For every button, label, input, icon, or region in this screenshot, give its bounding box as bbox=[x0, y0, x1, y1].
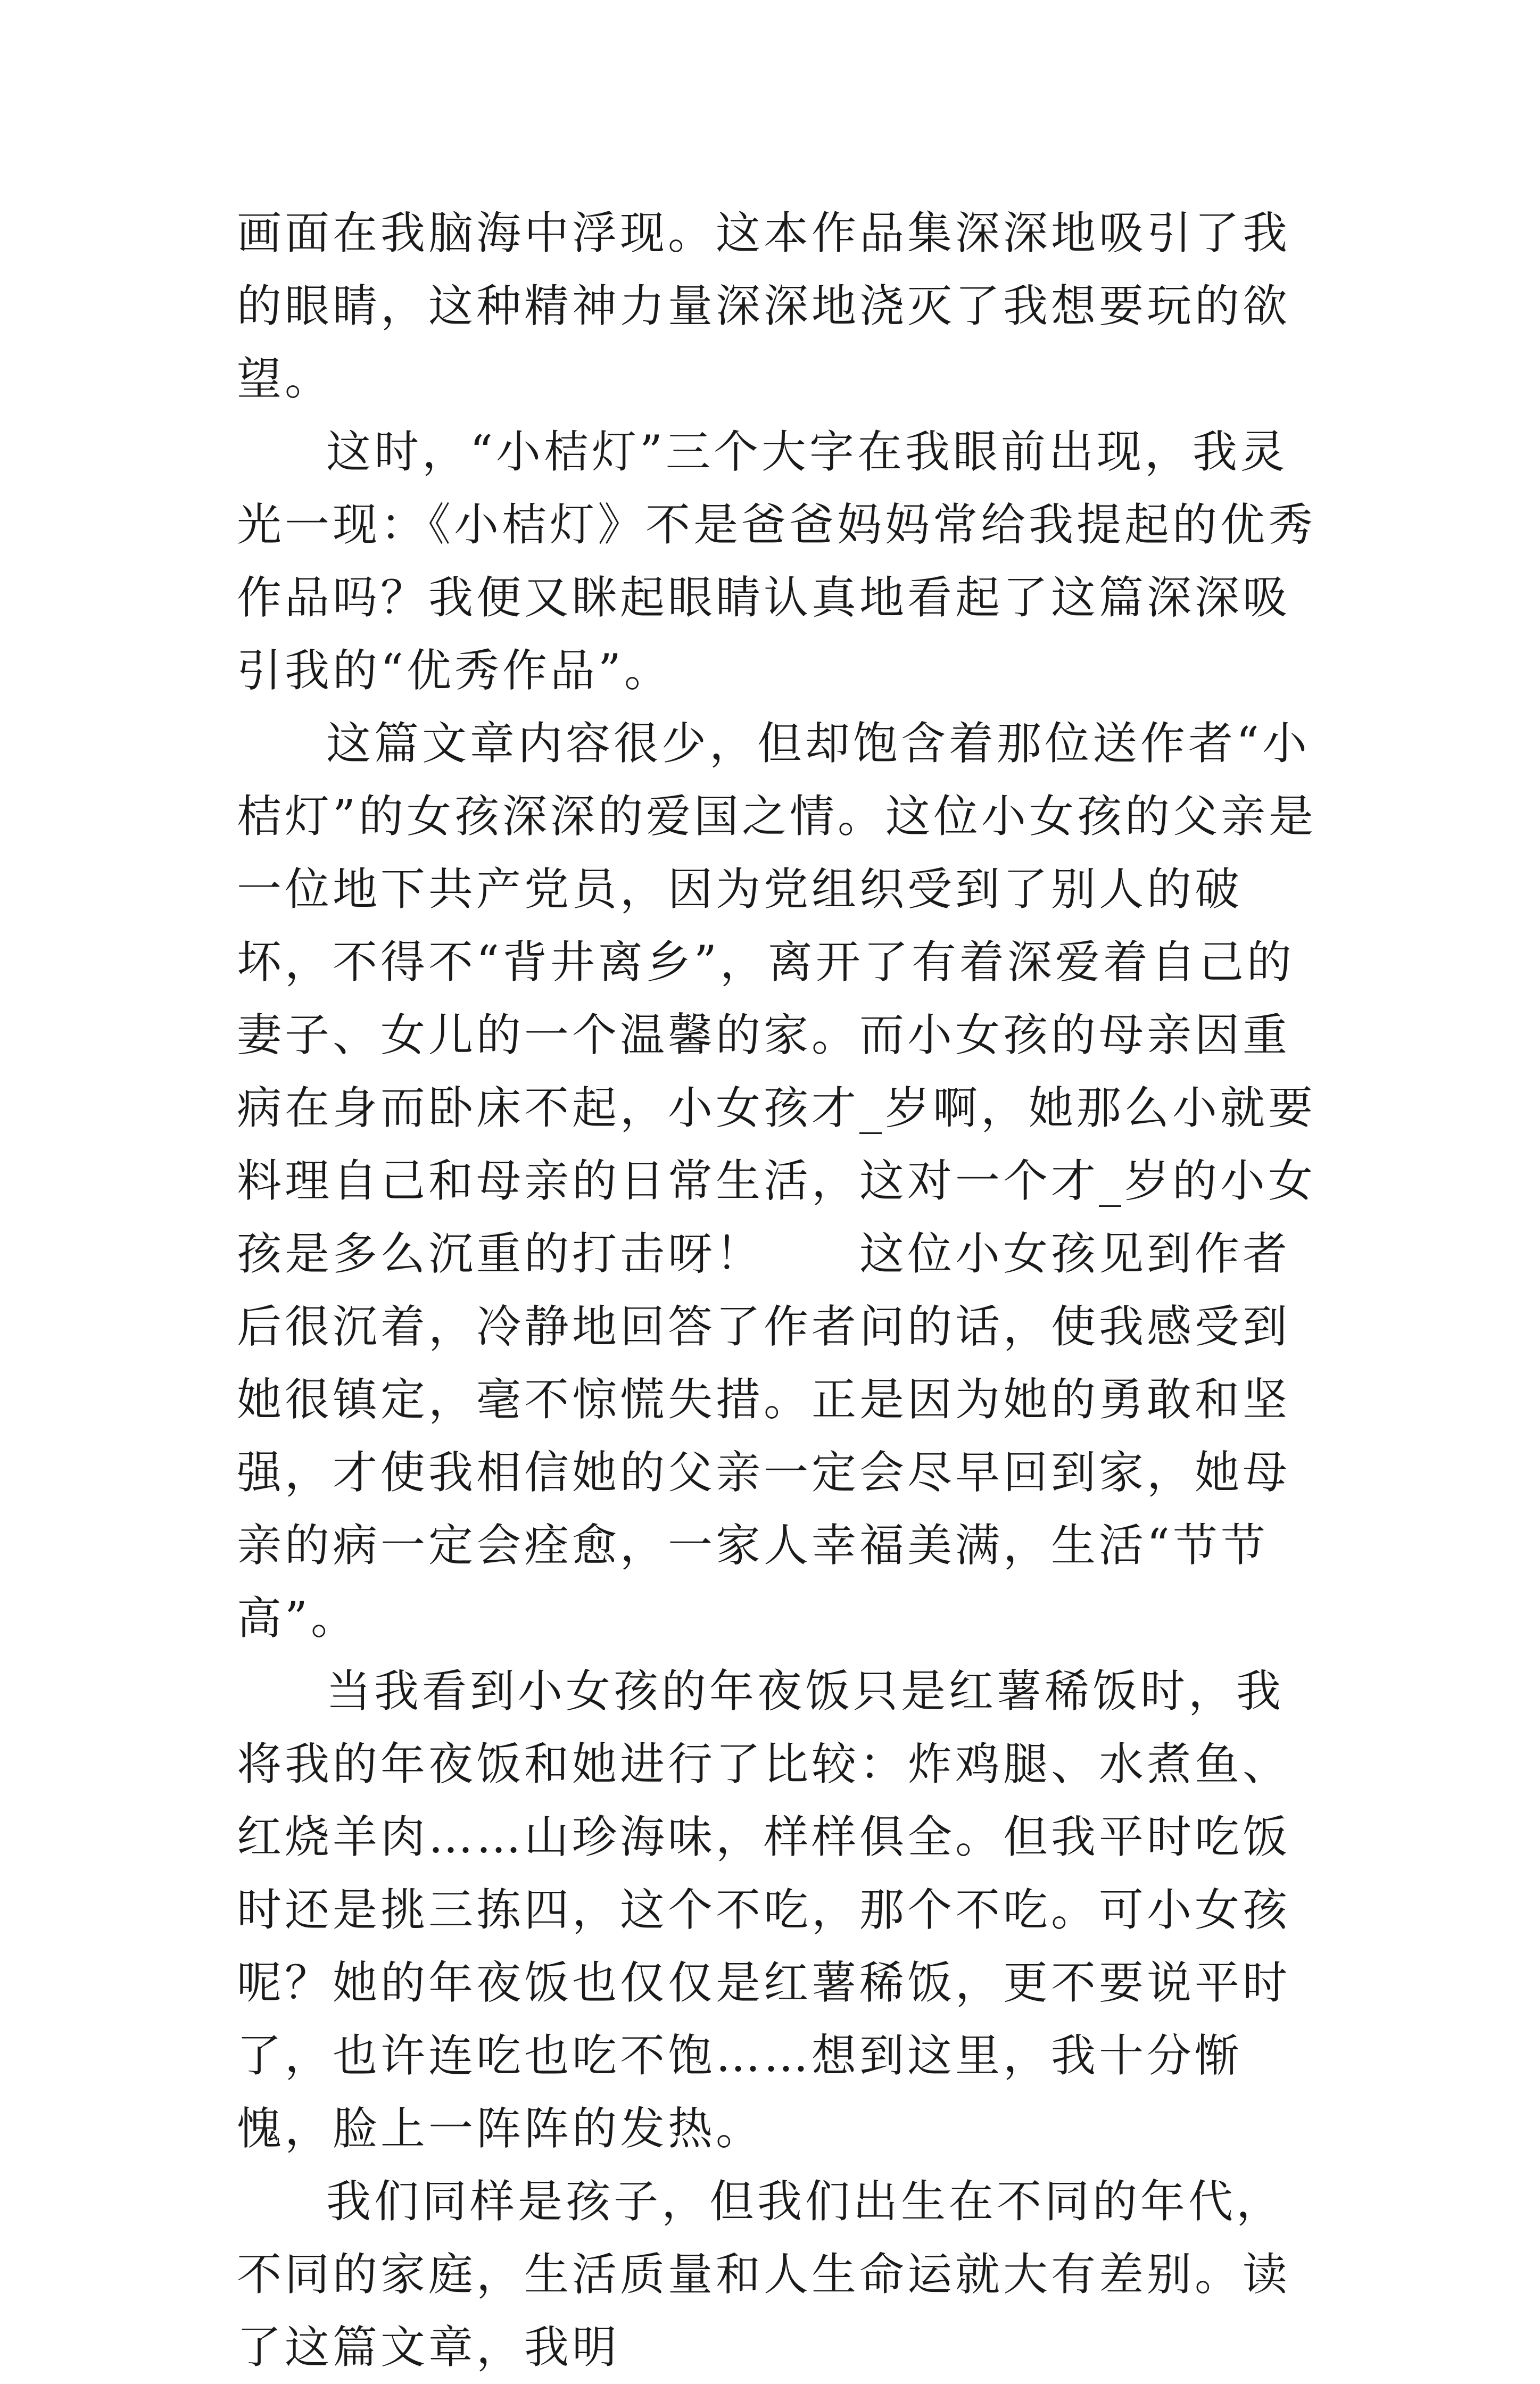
paragraph-4: 当我看到小女孩的年夜饭只是红薯稀饭时，我将我的年夜饭和她进行了比较：炸鸡腿、水煮鱼、红烧羊肉……山珍海味，样样俱全。但我平时吃饭时还是挑三拣四，这个不吃，那个不吃。可小女孩呢？她的年夜饭也仅仅是红薯稀饭，更不要说平时了，也许连吃也吃不饱……想到这里，我十分惭愧，脸上一阵阵的发热。 bbox=[237, 1665, 1291, 2155]
paragraph-1: 画面在我脑海中浮现。这本作品集深深地吸引了我的眼睛，这种精神力量深深地浇灭了我想要玩的欲望。 bbox=[237, 207, 1291, 405]
paragraph-3: 这篇文章内容很少，但却饱含着那位送作者“小桔灯”的女孩深深的爱国之情。这位小女孩的父亲是一位地下共产党员，因为党组织受到了别人的破坏，不得不“背井离乡”，离开了有着深爱着自己的妻子、女儿的一个温馨的家。而小女孩的母亲因重病在身而卧床不起，小女孩才_岁啊，她那么小就要料理自己和母亲的日常生活，这对一个才_岁的小女孩是多么沉重的打击呀！ 这位小女孩见到作者后很沉着，冷静地回答了作者问的话，使我感受到她很镇定，毫不惊慌失措。正是因为她的勇敢和坚强，才使我相信她的父亲一定会尽早回到家，她母亲的病一定会痊愈，一家人幸福美满，生活“节节高”。 bbox=[237, 717, 1317, 1644]
body-text bbox=[237, 197, 1317, 2384]
paragraph-5: 我们同样是孩子，但我们出生在不同的年代，不同的家庭，生活质量和人生命运就大有差别。读了这篇文章，我明 bbox=[237, 2175, 1291, 2373]
paragraph-2: 这时，“小桔灯”三个大字在我眼前出现，我灵光一现：《小桔灯》不是爸爸妈妈常给我提起的优秀作品吗？我便又眯起眼睛认真地看起了这篇深深吸引我的“优秀作品”。 bbox=[237, 426, 1317, 697]
